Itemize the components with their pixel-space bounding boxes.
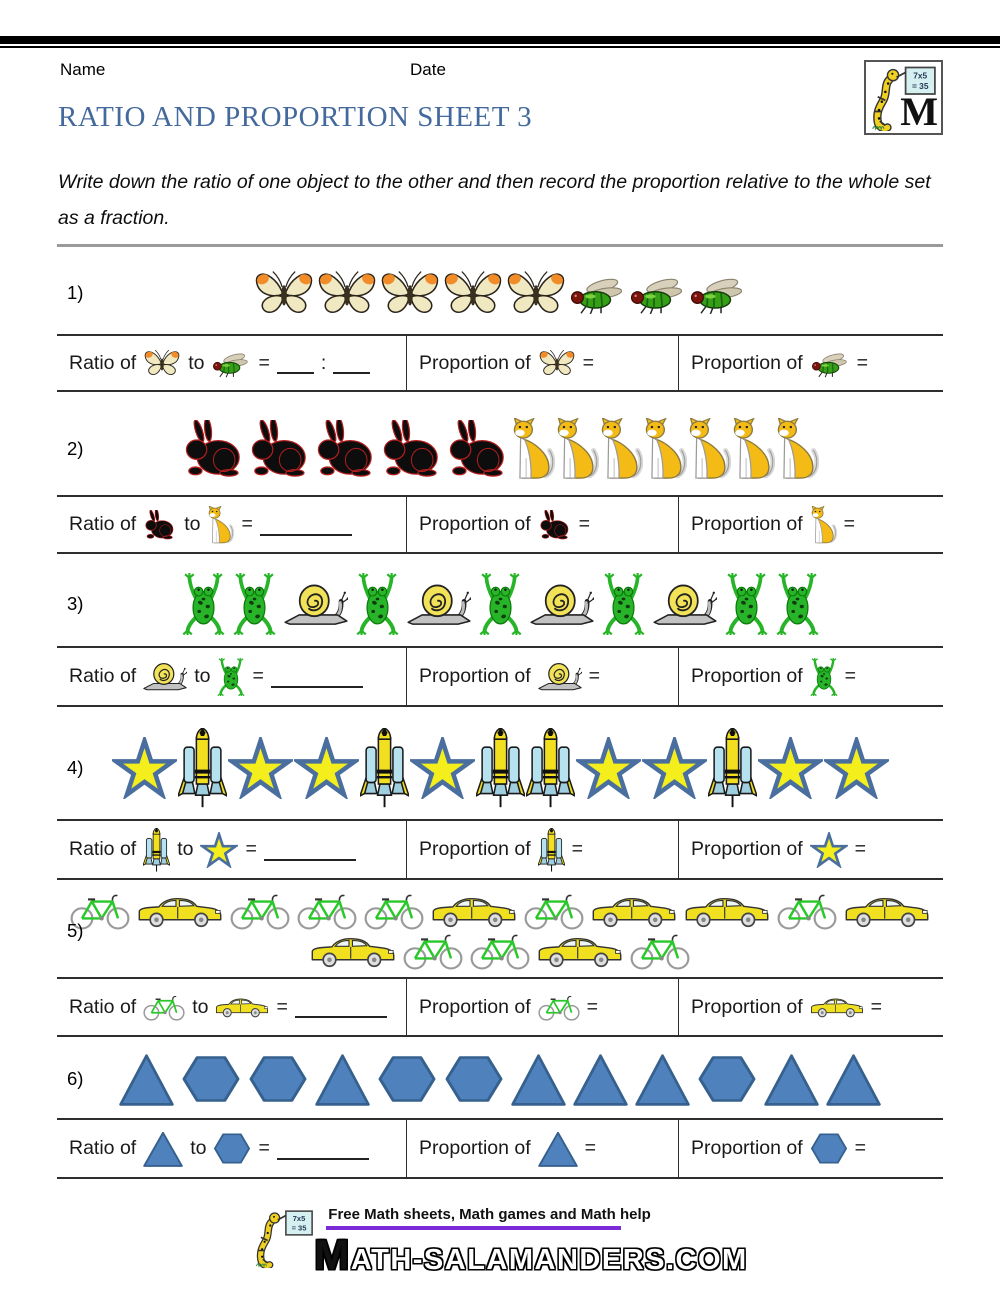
object-sequence bbox=[57, 268, 943, 318]
star-icon bbox=[112, 737, 177, 799]
problem-number: 3) bbox=[67, 593, 84, 614]
rocket-icon bbox=[360, 728, 409, 808]
star-icon bbox=[824, 737, 889, 799]
problem-number: 1) bbox=[67, 282, 84, 303]
object-line bbox=[119, 1053, 881, 1106]
problem-pictures-row bbox=[57, 724, 943, 812]
hexagon-icon bbox=[213, 1132, 251, 1165]
triangle-icon bbox=[315, 1053, 370, 1106]
cat-icon bbox=[775, 418, 819, 480]
rabbit-icon bbox=[379, 420, 445, 478]
proportion-b-cell bbox=[678, 979, 943, 1035]
cell-text: to bbox=[194, 665, 211, 687]
cell-text: Ratio of bbox=[69, 513, 137, 535]
cell-text: = bbox=[245, 838, 257, 860]
frog-icon bbox=[356, 573, 399, 635]
triangle-icon bbox=[143, 1131, 183, 1167]
rabbit-icon bbox=[143, 510, 177, 540]
snail-icon bbox=[143, 662, 187, 691]
footer-tagline: Free Math sheets, Math games and Math help bbox=[328, 1206, 651, 1223]
proportion-a-cell bbox=[406, 1120, 678, 1177]
rocket-icon bbox=[538, 828, 565, 872]
cat-icon bbox=[643, 418, 687, 480]
hexagon-icon bbox=[248, 1054, 308, 1104]
problem-pictures-row bbox=[57, 410, 943, 488]
cell-text: to bbox=[188, 351, 205, 374]
answer-table bbox=[57, 977, 943, 1037]
ratio-cell bbox=[57, 648, 406, 705]
cell-text: Proportion of bbox=[691, 995, 803, 1018]
proportion-a-cell bbox=[406, 497, 678, 552]
cell-text: Ratio of bbox=[69, 1137, 137, 1159]
problem-pictures-row bbox=[57, 888, 943, 974]
date-label: Date bbox=[410, 60, 446, 79]
answer-blank bbox=[260, 513, 352, 535]
cell-text: Proportion of bbox=[691, 351, 803, 374]
cell-text: = bbox=[584, 1137, 597, 1159]
object-line bbox=[112, 728, 889, 808]
butterfly-icon bbox=[316, 268, 378, 318]
cell-text: Ratio of bbox=[69, 665, 137, 687]
triangle-icon bbox=[764, 1053, 819, 1106]
bike-icon bbox=[364, 892, 424, 930]
car-icon bbox=[684, 894, 770, 928]
site-wordmark: MATH-SALAMANDERS.COM bbox=[314, 1231, 748, 1278]
butterfly-icon bbox=[379, 268, 441, 318]
car-icon bbox=[810, 996, 864, 1018]
cell-text: = bbox=[586, 995, 599, 1018]
butterfly-icon bbox=[253, 268, 315, 318]
cat-icon bbox=[687, 418, 731, 480]
hexagon-icon bbox=[181, 1054, 241, 1104]
cat-icon bbox=[511, 418, 555, 480]
butterfly-icon bbox=[143, 348, 181, 378]
answer-blank bbox=[271, 665, 363, 687]
cell-text: = bbox=[258, 351, 270, 374]
star-icon bbox=[642, 737, 707, 799]
cell-text: = bbox=[578, 513, 591, 535]
proportion-b-cell bbox=[678, 336, 943, 390]
object-sequence bbox=[57, 728, 943, 808]
name-label: Name bbox=[60, 60, 106, 79]
bike-icon bbox=[630, 932, 690, 970]
section-divider-rule bbox=[57, 244, 943, 247]
rabbit-icon bbox=[538, 510, 572, 540]
car-icon bbox=[137, 894, 223, 928]
cell-text: Proportion of bbox=[419, 665, 531, 687]
object-line bbox=[182, 573, 819, 635]
cell-text: Proportion of bbox=[419, 838, 531, 860]
star-icon bbox=[200, 832, 238, 868]
cell-text: Proportion of bbox=[419, 351, 531, 374]
snail-icon bbox=[284, 583, 348, 626]
answer-table bbox=[57, 819, 943, 880]
cell-text: = bbox=[582, 351, 595, 374]
fly-icon bbox=[810, 349, 850, 378]
answer-blank bbox=[277, 1137, 369, 1159]
answer-blank bbox=[277, 352, 314, 374]
bike-icon bbox=[403, 932, 463, 970]
proportion-a-cell bbox=[406, 821, 678, 878]
fly-icon bbox=[568, 272, 627, 315]
cell-text: Ratio of bbox=[69, 838, 137, 860]
hexagon-icon bbox=[377, 1054, 437, 1104]
problem-number: 6) bbox=[67, 1068, 84, 1089]
cat-icon bbox=[810, 506, 837, 544]
logo-letter-m: M bbox=[900, 89, 938, 134]
bike-icon bbox=[143, 994, 185, 1021]
triangle-icon bbox=[826, 1053, 881, 1106]
cell-text: = bbox=[258, 1137, 270, 1159]
top-border-rule bbox=[0, 36, 1000, 44]
cell-text: = bbox=[588, 665, 601, 687]
frog-icon bbox=[217, 658, 245, 696]
object-line bbox=[181, 418, 819, 480]
problem-pictures-row bbox=[57, 253, 943, 333]
cell-text: Ratio of bbox=[69, 995, 137, 1018]
answer-blank bbox=[264, 838, 356, 860]
star-icon bbox=[810, 832, 848, 868]
answer-table bbox=[57, 495, 943, 554]
car-icon bbox=[310, 934, 396, 968]
triangle-icon bbox=[511, 1053, 566, 1106]
cell-text: = bbox=[241, 513, 253, 535]
star-icon bbox=[410, 737, 475, 799]
cell-text: = bbox=[252, 665, 264, 687]
frog-icon bbox=[479, 573, 522, 635]
proportion-b-cell bbox=[678, 648, 943, 705]
cell-text: = bbox=[856, 351, 869, 374]
butterfly-icon bbox=[442, 268, 504, 318]
snail-icon bbox=[653, 583, 717, 626]
frog-icon bbox=[602, 573, 645, 635]
problem-number: 2) bbox=[67, 438, 84, 459]
object-sequence bbox=[57, 892, 943, 970]
problem-number: 5) bbox=[67, 920, 84, 941]
ratio-cell bbox=[57, 821, 406, 878]
instructions-text: Write down the ratio of one object to the other and then record the proportion relative to the whole set as a fraction. bbox=[58, 171, 931, 230]
hexagon-icon bbox=[697, 1054, 757, 1104]
ratio-cell bbox=[57, 336, 406, 390]
cell-text: Proportion of bbox=[691, 1137, 803, 1159]
object-sequence bbox=[57, 418, 943, 480]
hexagon-icon bbox=[810, 1132, 848, 1165]
cell-text: Proportion of bbox=[691, 838, 803, 860]
salamander-logo-icon bbox=[252, 1208, 316, 1268]
cell-text: Ratio of bbox=[69, 351, 137, 374]
cell-text: Proportion of bbox=[691, 513, 803, 535]
frog-icon bbox=[233, 573, 276, 635]
snail-icon bbox=[407, 583, 471, 626]
cell-text: = bbox=[843, 513, 856, 535]
snail-icon bbox=[530, 583, 594, 626]
rabbit-icon bbox=[181, 420, 247, 478]
car-icon bbox=[431, 894, 517, 928]
problem-number: 4) bbox=[67, 757, 84, 778]
frog-icon bbox=[182, 573, 225, 635]
cat-icon bbox=[207, 506, 234, 544]
snail-icon bbox=[538, 662, 582, 691]
object-line bbox=[310, 932, 690, 970]
cell-text: = bbox=[854, 1137, 867, 1159]
answer-table bbox=[57, 646, 943, 707]
rabbit-icon bbox=[247, 420, 313, 478]
cell-text: = bbox=[870, 995, 883, 1018]
page-title: RATIO AND PROPORTION SHEET 3 bbox=[58, 101, 533, 133]
answer-blank bbox=[333, 352, 370, 374]
cell-text: to bbox=[177, 838, 194, 860]
rabbit-icon bbox=[445, 420, 511, 478]
bike-icon bbox=[470, 932, 530, 970]
car-icon bbox=[537, 934, 623, 968]
footer-underline bbox=[326, 1226, 621, 1230]
problem-pictures-row bbox=[57, 1048, 943, 1110]
car-icon bbox=[215, 996, 269, 1018]
star-icon bbox=[758, 737, 823, 799]
car-icon bbox=[844, 894, 930, 928]
fly-icon bbox=[688, 272, 747, 315]
bike-icon bbox=[777, 892, 837, 930]
answer-blank bbox=[295, 996, 387, 1018]
proportion-b-cell bbox=[678, 1120, 943, 1177]
cell-text: Proportion of bbox=[419, 1137, 531, 1159]
cell-text: = bbox=[276, 995, 288, 1018]
frog-icon bbox=[725, 573, 768, 635]
proportion-a-cell bbox=[406, 648, 678, 705]
triangle-icon bbox=[573, 1053, 628, 1106]
math-salamanders-logo bbox=[864, 60, 943, 135]
triangle-icon bbox=[119, 1053, 174, 1106]
cell-text: Proportion of bbox=[691, 665, 803, 687]
cat-icon bbox=[555, 418, 599, 480]
frog-icon bbox=[810, 658, 838, 696]
proportion-a-cell bbox=[406, 336, 678, 390]
rabbit-icon bbox=[313, 420, 379, 478]
ratio-cell bbox=[57, 1120, 406, 1177]
rocket-icon bbox=[708, 728, 757, 808]
ratio-cell bbox=[57, 979, 406, 1035]
cell-text: = bbox=[571, 838, 584, 860]
cell-text: Proportion of bbox=[419, 995, 531, 1018]
rocket-icon bbox=[143, 828, 170, 872]
cell-text: Proportion of bbox=[419, 513, 531, 535]
object-sequence bbox=[57, 1053, 943, 1106]
fly-icon bbox=[628, 272, 687, 315]
cat-icon bbox=[599, 418, 643, 480]
proportion-b-cell bbox=[678, 497, 943, 552]
cat-icon bbox=[731, 418, 775, 480]
proportion-b-cell bbox=[678, 821, 943, 878]
frog-icon bbox=[776, 573, 819, 635]
bike-icon bbox=[297, 892, 357, 930]
star-icon bbox=[228, 737, 293, 799]
footer bbox=[0, 1206, 1000, 1279]
footer-text-block bbox=[314, 1206, 747, 1279]
triangle-icon bbox=[635, 1053, 690, 1106]
butterfly-icon bbox=[538, 348, 576, 378]
ratio-cell bbox=[57, 497, 406, 552]
cell-text: to bbox=[184, 513, 201, 535]
car-icon bbox=[591, 894, 677, 928]
object-line bbox=[253, 268, 747, 318]
answer-table bbox=[57, 334, 943, 392]
answer-table bbox=[57, 1118, 943, 1179]
problem-pictures-row bbox=[57, 568, 943, 640]
hexagon-icon bbox=[444, 1054, 504, 1104]
fly-icon bbox=[211, 349, 251, 378]
triangle-icon bbox=[538, 1131, 578, 1167]
cell-text: to bbox=[192, 995, 209, 1018]
star-icon bbox=[576, 737, 641, 799]
bike-icon bbox=[230, 892, 290, 930]
cell-text: : bbox=[320, 351, 327, 374]
cell-text: = bbox=[854, 838, 867, 860]
butterfly-icon bbox=[505, 268, 567, 318]
rocket-icon bbox=[526, 728, 575, 808]
proportion-a-cell bbox=[406, 979, 678, 1035]
rocket-icon bbox=[476, 728, 525, 808]
bike-icon bbox=[538, 994, 580, 1021]
star-icon bbox=[294, 737, 359, 799]
rocket-icon bbox=[178, 728, 227, 808]
object-line bbox=[70, 892, 930, 930]
object-sequence bbox=[57, 573, 943, 635]
cell-text: = bbox=[844, 665, 857, 687]
bike-icon bbox=[524, 892, 584, 930]
cell-text: to bbox=[190, 1137, 207, 1159]
